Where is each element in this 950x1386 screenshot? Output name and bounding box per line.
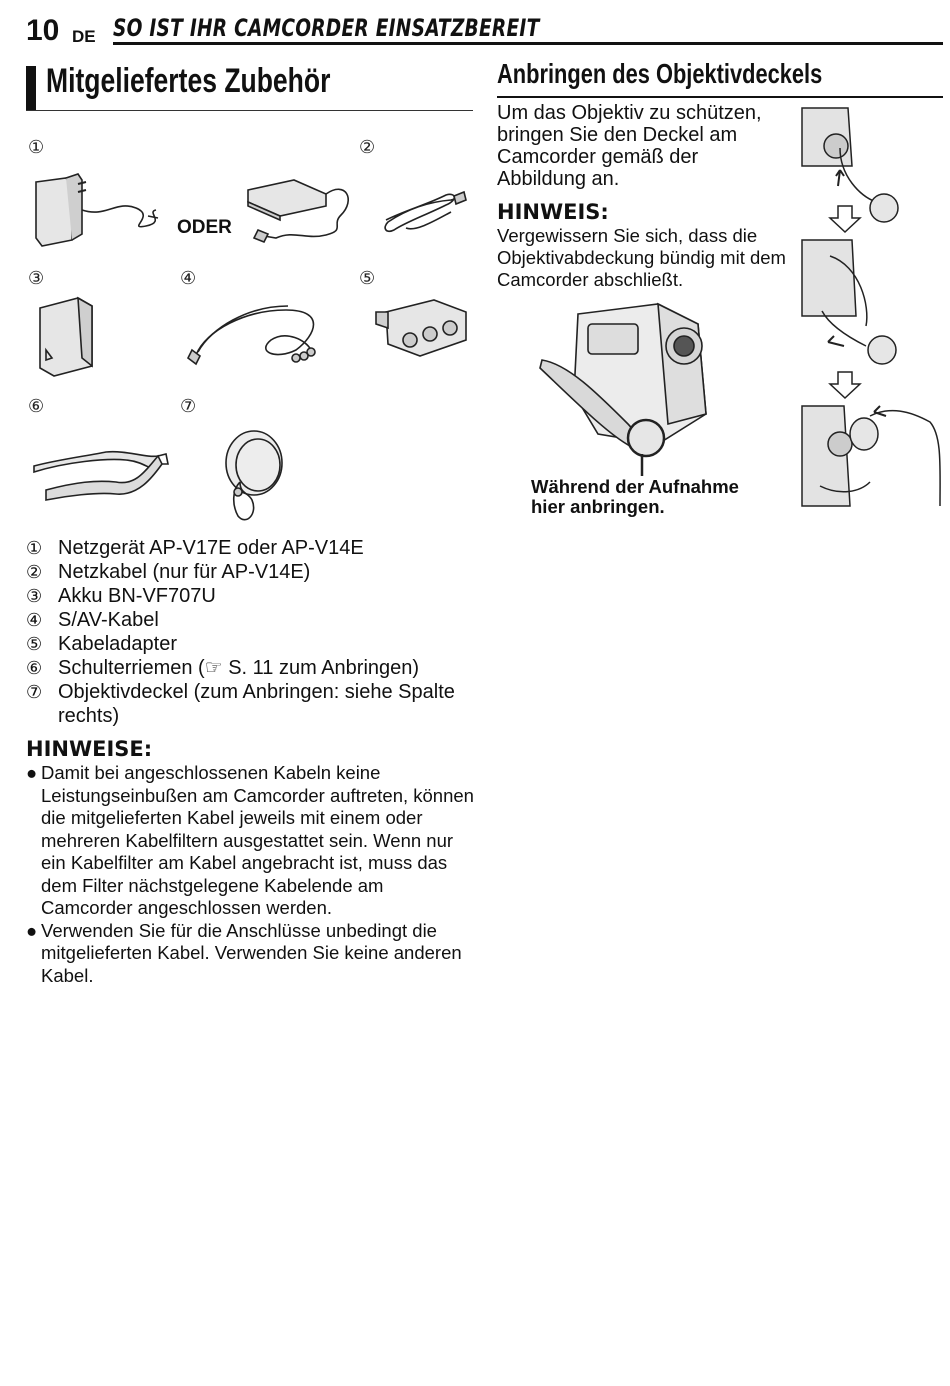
step-3-camcorder-hand-icon — [802, 406, 940, 506]
sav-cable-icon — [188, 306, 315, 364]
caption-line-1: Während der Aufnahme — [531, 476, 739, 497]
accessory-list — [26, 536, 476, 728]
section-title-lens-cap: Anbringen des Objektivdeckels — [497, 58, 823, 89]
note-text: Verwenden Sie für die Anschlüsse unbedingt die mitgelieferten Kabel. Verwenden Sie keine anderen Kabel. — [41, 919, 462, 986]
section-title-accessories: Mitgeliefertes Zubehör — [46, 62, 331, 100]
caption-line-2: hier anbringen. — [531, 496, 665, 517]
lens-cap-intro: Um das Objektiv zu schützen, bringen Sie den Deckel am Camcorder gemäß der Abbildung an. — [497, 102, 762, 190]
camcorder-illustration — [538, 294, 718, 484]
accessories-illustration — [26, 160, 476, 530]
arrow-down-icon — [830, 372, 860, 398]
note-text: Vergewissern Sie sich, dass die Objektivabdeckung bündig mit dem Camcorder abschließt. — [497, 225, 786, 290]
item-number: ② — [26, 562, 43, 582]
step-1-camcorder-icon — [802, 108, 898, 222]
item-text: Akku BN-VF707U — [58, 585, 216, 607]
item-number: ① — [26, 538, 43, 558]
ac-adapter-plug-icon — [36, 174, 158, 246]
marker-5: ⑤ — [359, 268, 376, 288]
list-item — [26, 584, 476, 608]
marker-7: ⑦ — [180, 396, 197, 416]
arrow-down-icon — [830, 206, 860, 232]
item-text: Netzkabel (nur für AP-V14E) — [58, 561, 311, 583]
list-item — [26, 680, 476, 728]
header-rule — [113, 42, 943, 45]
figure-caption — [531, 477, 791, 517]
note-text: Damit bei angeschlossenen Kabeln keine Leistungseinbußen am Camcorder auftreten, können die mitgelieferten Kabel jeweils mit einem oder mehreren Kabelfiltern ausgestattet sein. Wenn nur ein Kabelfilter am Kabel angebracht ist, muss das dem Filter nächstgelegene Kabelende am Camcorder angeschlossen werden. — [41, 762, 474, 918]
title-rule-right — [497, 96, 943, 98]
marker-1: ① — [28, 137, 45, 157]
item-text: Schulterriemen (☞ S. 11 zum Anbringen) — [58, 657, 420, 679]
notes-heading: HINWEISE: — [26, 737, 153, 761]
note-item — [26, 920, 474, 988]
item-number: ③ — [26, 586, 43, 606]
language-code: DE — [72, 27, 96, 46]
note-heading: HINWEIS: — [497, 200, 609, 224]
item-number: ⑥ — [26, 658, 43, 678]
shoulder-strap-icon — [34, 452, 168, 500]
list-item — [26, 656, 476, 680]
power-cord-icon — [385, 192, 466, 231]
step-2-camcorder-icon — [802, 240, 896, 364]
page-number: 10 — [26, 14, 60, 47]
item-text: Netzgerät AP-V17E oder AP-V14E — [58, 537, 364, 559]
running-title: SO IST IHR CAMCORDER EINSATZBEREIT — [113, 14, 540, 42]
marker-6: ⑥ — [28, 396, 45, 416]
lens-cap-steps-illustration — [800, 106, 945, 514]
item-text: S/AV-Kabel — [58, 609, 159, 631]
cable-adapter-icon — [376, 300, 466, 356]
bullet-icon: ● — [26, 919, 38, 941]
title-accent-bar — [26, 66, 36, 110]
list-item — [26, 632, 476, 656]
oder-label: ODER — [177, 217, 232, 238]
list-item — [26, 608, 476, 632]
item-text: Kabeladapter — [58, 633, 177, 655]
marker-4: ④ — [180, 268, 197, 288]
title-rule-left — [26, 110, 473, 111]
notes-list — [26, 762, 474, 987]
lens-cap-icon — [226, 431, 282, 520]
item-text: Objektivdeckel (zum Anbringen: siehe Spalte rechts) — [58, 681, 455, 727]
list-item — [26, 536, 476, 560]
ac-adapter-desktop-icon — [248, 180, 348, 242]
item-number: ⑤ — [26, 634, 43, 654]
bullet-icon: ● — [26, 762, 38, 783]
list-item — [26, 560, 476, 584]
marker-2: ② — [359, 137, 376, 157]
battery-icon — [40, 298, 92, 376]
item-number: ⑦ — [26, 682, 43, 702]
marker-3: ③ — [28, 268, 45, 288]
item-number: ④ — [26, 610, 43, 630]
note-item — [26, 762, 474, 920]
